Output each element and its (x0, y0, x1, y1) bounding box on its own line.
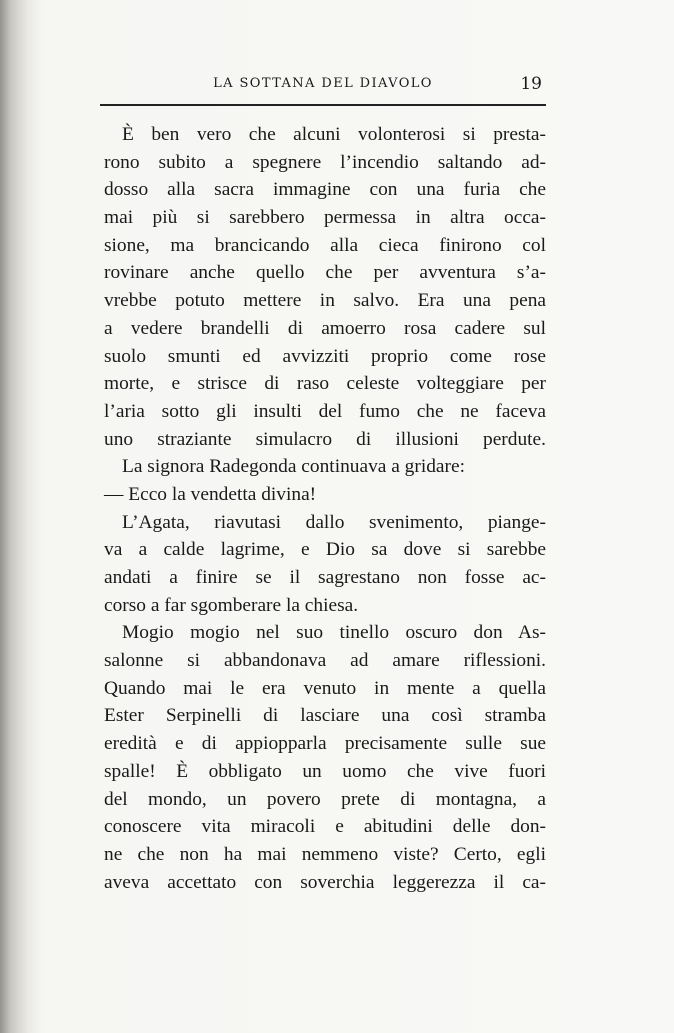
text-line: conoscere vita miracoli e abitudini delle don- (104, 816, 546, 838)
text-line: morte, e strisce di raso celeste volteggiare per (104, 373, 546, 395)
running-title: LA SOTTANA DEL DIAVOLO (213, 76, 433, 91)
text-line: del mondo, un povero prete di montagna, a (104, 788, 546, 810)
text-line: È ben vero che alcuni volonterosi si presta- (122, 124, 546, 145)
text-line: — Ecco la vendetta divina! (104, 483, 317, 505)
text-line: corso a far sgomberare la chiesa. (104, 594, 359, 616)
text-line: suolo smunti ed avvizziti proprio come rose (104, 345, 546, 367)
text-line: Mogio mogio nel suo tinello oscuro don As- (122, 622, 546, 644)
text-line: andati a finire se il sagrestano non fosse ac- (104, 567, 546, 588)
body-text (104, 121, 546, 896)
text-line: l’aria sotto gli insulti del fumo che ne faceva (104, 400, 546, 422)
text-line: eredità e di appiopparla precisamente sulle sue (104, 733, 546, 755)
text-line: a vedere brandelli di amoerro rosa cadere sul (104, 317, 546, 339)
text-line: Ester Serpinelli di lasciare una così stramba (104, 705, 546, 727)
text-line: ne che non ha mai nemmeno viste? Certo, egli (104, 843, 546, 865)
text-line: La signora Radegonda continuava a gridare: (122, 456, 465, 478)
text-line: salonne si abbandonava ad amare riflessioni. (104, 650, 546, 672)
spine-shadow (0, 0, 46, 1033)
text-line: dosso alla sacra immagine con una furia che (104, 179, 546, 201)
page-number: 19 (520, 74, 542, 94)
text-line: sione, ma brancicando alla cieca finirono col (104, 234, 546, 256)
running-head (100, 74, 546, 98)
text-line: mai più si sarebbero permessa in altra occa- (104, 207, 546, 229)
text-line: L’Agata, riavutasi dallo svenimento, piange- (122, 511, 546, 533)
text-line: vrebbe potuto mettere in salvo. Era una pena (104, 290, 546, 312)
text-line: va a calde lagrime, e Dio sa dove si sarebbe (104, 539, 546, 561)
text-line: Quando mai le era venuto in mente a quella (104, 677, 546, 699)
text-line: uno straziante simulacro di illusioni perdute. (104, 428, 546, 450)
text-line: rovinare anche quello che per avventura s’a- (104, 262, 546, 284)
text-line: spalle! È obbligato un uomo che vive fuori (104, 760, 546, 782)
header-rule (100, 104, 546, 106)
text-line: aveva accettato con soverchia leggerezza il ca- (104, 871, 546, 893)
text-line: rono subito a spegnere l’incendio saltando ad- (104, 151, 546, 173)
